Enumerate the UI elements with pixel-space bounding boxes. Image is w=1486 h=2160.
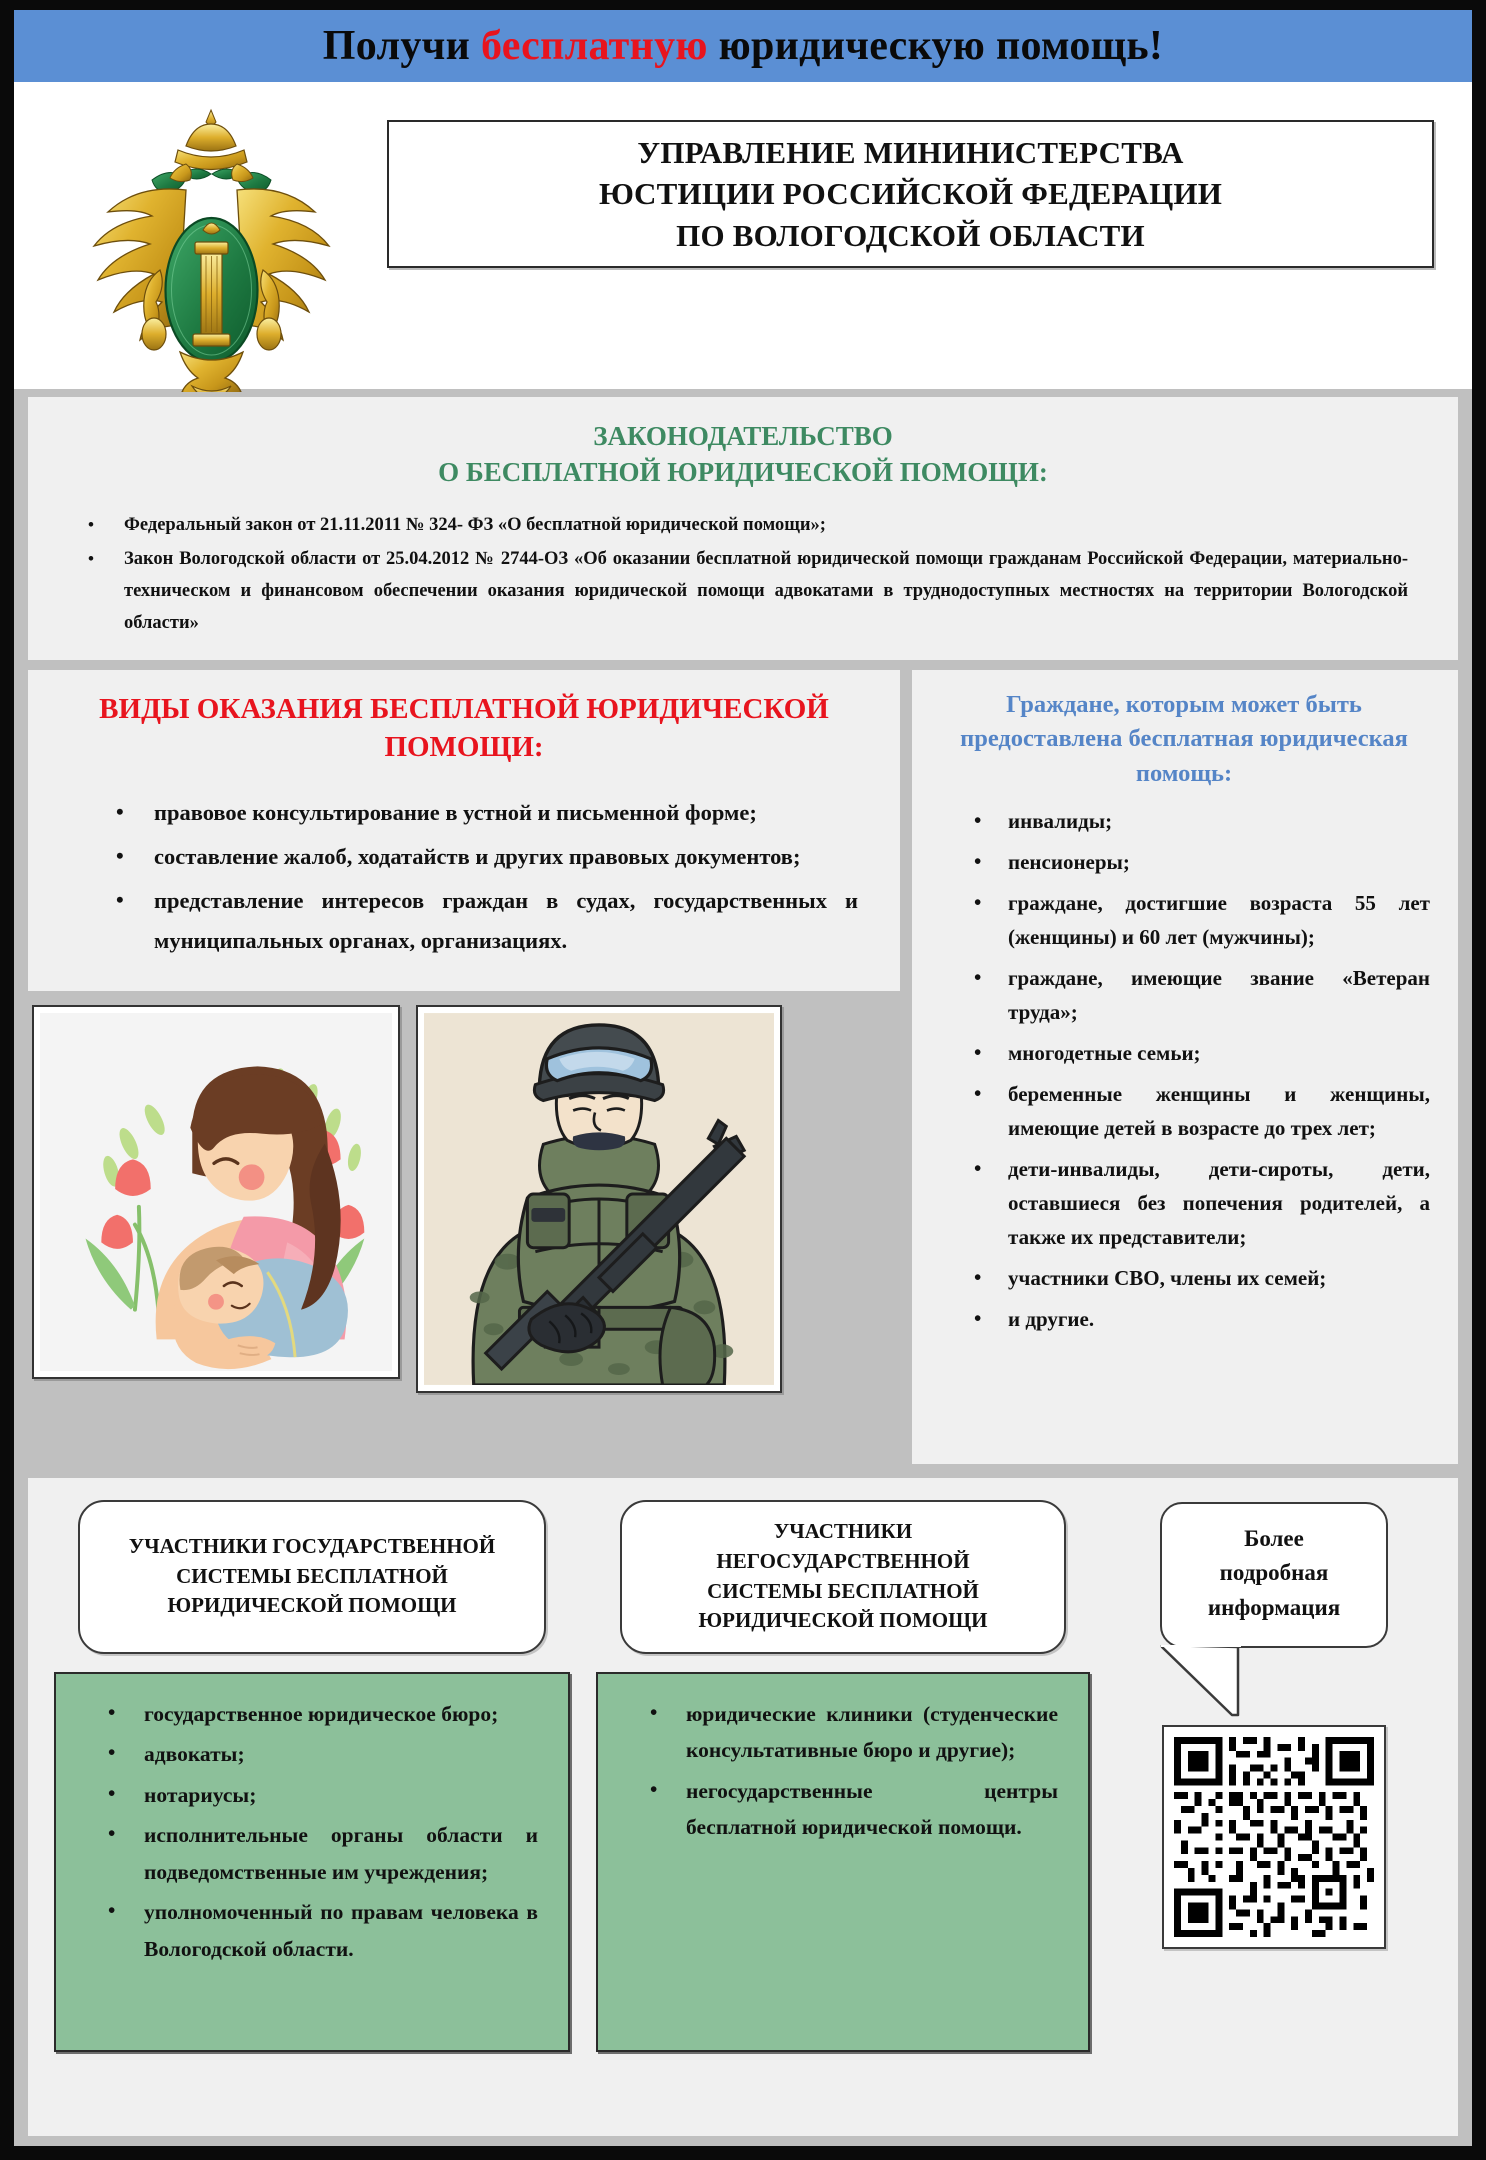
state-participants-list <box>78 1696 546 1968</box>
list-item: • правовое консультирование в устной и письменной форме; <box>154 793 858 833</box>
state-participants-column <box>54 1500 570 2052</box>
types-column <box>28 670 900 1394</box>
more-info-column <box>1116 1500 1432 1950</box>
list-item: • исполнительные органы области и подведомственные им учреждения; <box>144 1817 538 1890</box>
office-title-box <box>387 120 1434 268</box>
office-line-2: ЮСТИЦИИ РОССИЙСКОЙ ФЕДЕРАЦИИ <box>598 176 1223 212</box>
bubble-tail-icon <box>1160 1645 1388 1717</box>
legislation-title-line-2: О БЕСПЛАТНОЙ ЮРИДИЧЕСКОЙ ПОМОЩИ: <box>438 456 1048 487</box>
list-item: • составление жалоб, ходатайств и других правовых документов; <box>154 837 858 877</box>
headline-part2: юридическую помощь! <box>707 23 1164 69</box>
headline-part1: Получи <box>322 23 481 69</box>
list-item: • и другие. <box>1008 1302 1430 1336</box>
nonstate-heading-line-1: УЧАСТНИКИ <box>773 1518 913 1543</box>
office-line-3: ПО ВОЛОГОДСКОЙ ОБЛАСТИ <box>676 217 1145 253</box>
participants-panel <box>28 1478 1458 2137</box>
illustrations-row <box>28 1005 900 1393</box>
types-panel <box>28 670 900 992</box>
legislation-panel <box>28 397 1458 660</box>
state-participants-heading <box>78 1500 546 1654</box>
nonstate-participants-box <box>596 1672 1090 2052</box>
list-item: • юридические клиники (студенческие консультативные бюро и другие); <box>686 1696 1058 1769</box>
list-item: • Федеральный закон от 21.11.2011 № 324- ФЗ «О бесплатной юридической помощи»; <box>124 510 1432 542</box>
nonstate-heading-line-3: СИСТЕМЫ БЕСПЛАТНОЙ <box>707 1578 979 1603</box>
list-item: • дети-инвалиды, дети-сироты, дети, оставшиеся без попечения родителей, а также их представители; <box>1008 1152 1430 1254</box>
list-item: • участники СВО, члены их семей; <box>1008 1261 1430 1295</box>
content-area <box>14 389 1472 2146</box>
list-item: • граждане, достигшие возраста 55 лет (женщины) и 60 лет (мужчины); <box>1008 886 1430 954</box>
types-list <box>54 793 874 961</box>
nonstate-heading-line-2: НЕГОСУДАРСТВЕННОЙ <box>716 1548 970 1573</box>
list-item: • пенсионеры; <box>1008 845 1430 879</box>
more-info-bubble <box>1160 1502 1388 1649</box>
citizens-panel <box>912 670 1458 1464</box>
nonstate-participants-list <box>620 1696 1066 1846</box>
bubble-line-2: подробная <box>1219 1560 1329 1586</box>
list-item: • инвалиды; <box>1008 804 1430 838</box>
soldier-illustration <box>416 1005 782 1393</box>
list-item: • государственное юридическое бюро; <box>144 1696 538 1733</box>
citizens-title: Граждане, которым может быть предоставлена бесплатная юридическая помощь: <box>960 690 1408 788</box>
poster-inner <box>14 10 1472 2146</box>
list-item: • адвокаты; <box>144 1736 538 1773</box>
headline-highlight: бесплатную <box>480 23 708 69</box>
bubble-line-3: информация <box>1207 1595 1341 1621</box>
bubble-line-1: Более <box>1244 1525 1304 1551</box>
list-item: • уполномоченный по правам человека в Вологодской области. <box>144 1894 538 1967</box>
state-heading-line-3: ЮРИДИЧЕСКОЙ ПОМОЩИ <box>167 1593 457 1618</box>
nonstate-heading-line-4: ЮРИДИЧЕСКОЙ ПОМОЩИ <box>698 1608 988 1633</box>
citizens-list <box>930 804 1438 1336</box>
state-participants-box <box>54 1672 570 2052</box>
list-item: • Закон Вологодской области от 25.04.2012 № 2744-ОЗ «Об оказании бесплатной юридической помощи гражданам Российской Федерации, материально-техническом и финансовом обеспечении оказания юридической помощи адвокатами в труднодоступных местностях на территории Вологодской области» <box>124 544 1432 639</box>
list-item: • граждане, имеющие звание «Ветеран труда»; <box>1008 961 1430 1029</box>
citizens-column <box>912 670 1458 1464</box>
office-line-1: УПРАВЛЕНИЕ МИНИНИСТЕРСТВА <box>637 135 1184 171</box>
nonstate-participants-heading <box>620 1500 1066 1654</box>
list-item: • беременные женщины и женщины, имеющие детей в возрасте до трех лет; <box>1008 1077 1430 1145</box>
ministry-of-justice-emblem-icon <box>74 102 349 392</box>
list-item: • нотариусы; <box>144 1777 538 1814</box>
state-heading-line-2: СИСТЕМЫ БЕСПЛАТНОЙ <box>176 1563 448 1588</box>
header-section <box>14 82 1472 389</box>
list-item: • негосударственные центры бесплатной юридической помощи. <box>686 1773 1058 1846</box>
types-title: ВИДЫ ОКАЗАНИЯ БЕСПЛАТНОЙ ЮРИДИЧЕСКОЙ ПОМОЩИ: <box>99 692 829 764</box>
headline-banner <box>14 10 1472 82</box>
legislation-title-line-1: ЗАКОНОДАТЕЛЬСТВО <box>593 421 893 451</box>
legislation-list <box>54 510 1432 639</box>
qr-code[interactable] <box>1162 1725 1386 1949</box>
list-item: • многодетные семьи; <box>1008 1036 1430 1070</box>
headline-text <box>323 22 1163 70</box>
legislation-title <box>54 419 1432 490</box>
middle-row <box>28 670 1458 1464</box>
more-info-bubble-wrap <box>1160 1502 1388 1718</box>
state-heading-line-1: УЧАСТНИКИ ГОСУДАРСТВЕННОЙ <box>128 1533 496 1558</box>
mother-with-baby-illustration <box>32 1005 400 1379</box>
nonstate-participants-column <box>596 1500 1090 2052</box>
participants-columns <box>54 1500 1432 2052</box>
list-item: • представление интересов граждан в судах, государственных и муниципальных органах, организациях. <box>154 881 858 961</box>
